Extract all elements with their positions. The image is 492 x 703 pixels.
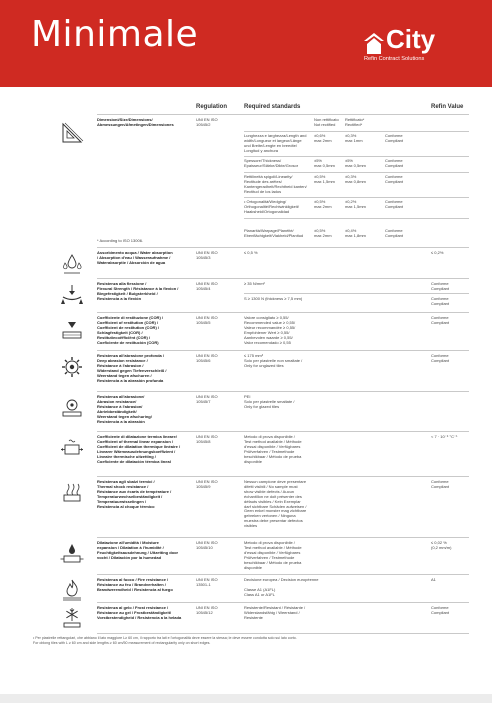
column-standards: Required standards: [244, 104, 301, 110]
logo-mark-icon: [364, 32, 384, 54]
row-refin-value: < 7 · 10⁻⁶ °C⁻¹: [431, 434, 458, 439]
row-standard: Resistente/Resistant / Résistante / Widerstandsfähig / Weerstand / Resistente: [244, 605, 306, 620]
row-divider: [97, 247, 469, 248]
sub-divider: [244, 197, 469, 198]
row-refin-value-2: Conforme Compliant: [431, 296, 450, 306]
row-regulation: UNI EN ISO 10545/4: [196, 281, 218, 291]
row-standard: Metodo di prova disponibile / Test method available / Méthode d'essai disponible / Verfügbares Prüfverfahren / Testmethode beschikbaar / Método de prueba disponible: [244, 434, 302, 464]
thermal-expansion-icon: [60, 436, 84, 460]
row-divider: [97, 476, 469, 477]
row-divider: [97, 537, 469, 538]
sub-value-2: ±5% max 0,5mm: [345, 158, 366, 168]
row-standard: Metodo di prova disponibile / Test method available / Méthode d'essai disponible / Verfügbares Prüfverfahren / Testmethode beschikbaar / Método de prueba disponible: [244, 540, 302, 570]
sub-value-1: ±0,5% max 2mm: [314, 228, 332, 238]
row-title: Resistenza al fuoco / Fire resistance / Résistance au feu / Brandverhalten / Brandwerendheid / Resistencia al fuego: [97, 577, 173, 592]
header-bar: [0, 0, 492, 87]
row-divider: [97, 574, 469, 575]
sub-refin: Conforme Compliant: [385, 133, 404, 143]
sub-divider: [244, 156, 469, 157]
sub-divider: [244, 218, 469, 219]
frost-icon: [60, 606, 84, 630]
row-standard: ≤ 0,5 %: [244, 250, 258, 255]
row-title: Dimensioni/Size/Dimensions/ Abmessungen/Afmetingen/Dimensiones: [97, 117, 174, 127]
brand-logo: [364, 24, 470, 66]
row-refin-value: ≤ 0,02 % (0,2 mm/m): [431, 540, 452, 550]
row-title: Resistenza agli sbalzi termici / Thermal shock resistance / Résistance aux écarts de température / Temperaturwechselbeständigkeit / Temperatuurwisselingen / Resistencia al choque térmico: [97, 479, 172, 509]
sub-refin: Conforme Compliant: [385, 174, 404, 184]
row-divider: [97, 602, 469, 603]
row-regulation: UNI EN ISO 10545/12: [196, 605, 218, 615]
row-refin-value: Conforme Compliant: [431, 315, 450, 325]
sub-text: Lunghezza e larghezza/Length and width/Longueur et largeur/Länge und Breite/Lengte en breedte/ Longitud y anchura: [244, 133, 307, 153]
thermal-shock-icon: [60, 481, 84, 505]
row-refin-value: Conforme Compliant: [431, 281, 450, 291]
sub-value-1: ±0,6% max 2mm: [314, 133, 332, 143]
sub-refin: Conforme Compliant: [385, 199, 404, 209]
row-divider: [97, 431, 469, 432]
row-refin-value: Conforme Compliant: [431, 479, 450, 489]
row-standard: Decisione europea / Decision européenne Classe A1 (A1FL) Class A1 or A1FL: [244, 577, 319, 597]
fire-icon: [60, 578, 84, 602]
footer-note: • Per piastrelle rettangolari, che abbiano il lato maggiore L≥ 60 cm, il rapporto tra lati e l'ortogonalità deve essere la stessa; le deve essere condotta solo sui lato corto.: [33, 636, 297, 640]
sub-divider: [244, 131, 469, 132]
row-divider: [97, 350, 469, 351]
row-regulation: UNI EN ISO 10545/7: [196, 394, 218, 404]
row-regulation: UNI EN ISO 10545/5: [196, 315, 218, 325]
logo-wordmark: City: [386, 24, 436, 54]
row-standard: ≥ 35 N/mm²: [244, 281, 265, 286]
sub-divider: [244, 172, 469, 173]
sub-text: • Ortogonalità/Wedging/ Orthogonalité/Rechtwinkligkeit/ Haaksheid/Ortogonalidad: [244, 199, 299, 214]
row-regulation: UNI EN ISO 10545/2: [196, 117, 218, 127]
row-regulation: UNI EN ISO 10545/8: [196, 434, 218, 444]
row-title: Dilatazione all'umidità / Moisture expansion / Dilatation à l'humidité / Feuchtigkeitsausdehnung / Uitzetting door vocht / Dilatación por la humedad: [97, 540, 179, 560]
footer-bar: [0, 694, 492, 703]
row-divider: [97, 114, 469, 115]
row-standard: ≤ 175 mm³ Solo per piastrelle non smaltate / Only for unglazed tiles: [244, 353, 303, 368]
dimensions-icon: [60, 121, 84, 145]
row-title: Resistenza al gelo / Frost resistance / Résistance au gel / Frostbeständigkeit/ Vorstbestendigheid / Resistencia a la helada: [97, 605, 182, 620]
row-standard: PEI Solo per piastrelle smaltate / Only for glazed tiles: [244, 394, 295, 409]
row-divider: [97, 278, 469, 279]
header-rectified: Rettificato* Rectified*: [345, 117, 365, 127]
row-regulation: UNI EN ISO 10545/10: [196, 540, 218, 550]
row-regulation: UNI EN ISO 10545/6: [196, 353, 218, 363]
row-title: Assorbimento acqua / Water absorption / Absorption d'eau / Wasseraufnahme / Waterabsorptie / Absorción de agua: [97, 250, 173, 265]
page-title: Minimale: [31, 14, 199, 55]
row-standard-2: S ≥ 1300 N (thickness ≥ 7,5 mm): [244, 296, 303, 301]
sub-text: Planarità/Warpage/Planéité/ Ebenflächigkeit/Vlakheid/Planitud: [244, 228, 304, 238]
row-regulation: UNI EN ISO 10545/3: [196, 250, 218, 260]
sub-value-1: ±0,5% max 2mm: [314, 199, 332, 209]
sub-text: Spessore/Thickness/ Epaisseur/Stärke/Dikte/Grosor: [244, 158, 299, 168]
row-title: Resistenza alla flessione / Flexural Strength / Résistance à la flexion / Biegefestigkeit / Buigsterkheid / Resistencia a la flexión: [97, 281, 179, 301]
water-drops-icon: [60, 252, 84, 276]
row-refin-value: Conforme Compliant: [431, 353, 450, 363]
row-title: Coefficiente di dilatazione termica lineare/ Coefficient of thermal linear expansion / Coefficient de dilatation thermique linéaire / Linearer Wärmeausdehnungskoeffizient / Lineaire thermische uitzetting / Coeficiente de dilatación térmica lineal: [97, 434, 181, 464]
friction-icon: [60, 318, 84, 342]
sub-divider: [244, 293, 469, 294]
moisture-expansion-icon: [60, 542, 84, 566]
row-regulation: UNI EN ISO 10545/9: [196, 479, 218, 489]
footer-note: For oblong tiles with L ≥ 60 cm and side lengths ≥ 60 cm/50 measurement of rectangularity only on short edges.: [33, 641, 211, 645]
row-standard: Valore consigliato ≥ 0,55/ Recommended value ≥ 0,55/ Valeur recommandée ≥ 0,55/ Empfohlener Wert ≥ 0,55/ Aanbevolen waarde ≥ 0,55/ Valor recomendado ≥ 0,55: [244, 315, 296, 345]
logo-tagline: Refin Contract Solutions: [364, 56, 425, 62]
sub-value-2: ±0,3% max 1mm: [345, 133, 363, 143]
row-standard: Nessun campione deve presentare difetti visibili / No sample must show visible defects / Aucun échantillon ne doit présenter des défauts visibles / Kein Exemplar darf sichtbare Schäden aufweisen / Geen enkel monster mag zichtbare gebreken vertonen / Ninguna muestra debe presentar defectos visibles: [244, 479, 307, 529]
row-divider: [97, 633, 469, 634]
sub-refin: Conforme Compliant: [385, 158, 404, 168]
row-title: Resistenza all'abrasione profonda / Deep abrasion resistance / Résistance à l'abrasion / Widerstand gegen Tiefenverschleiß / Weerstand tegen afschuren / Resistencia a la abrasión profunda: [97, 353, 167, 383]
sub-text: Rettilineità spigoli/Linearity/ Rectitude des arêtes/ Kantengeradheit/Rechtheid kanten/ Rectitud de los lados: [244, 174, 307, 194]
abrasion-gear-icon: [60, 355, 84, 379]
row-title: Coefficiente di restituzione (COR) / Coefficient of restitution (COR) / Coefficient de restitution (COR) / Schlagfestigkeit (COR) / Restitutiecoëfficiënt (COR) / Coeficiente de restitución (COR): [97, 315, 164, 345]
column-regulation: Regulation: [196, 104, 227, 110]
row-divider: [97, 391, 469, 392]
row-regulation: UNI EN ISO 13501-1: [196, 577, 218, 587]
sub-value-1: ±5% max 0,5mm: [314, 158, 335, 168]
row-refin-value: Conforme Compliant: [431, 605, 450, 615]
bending-arrow-icon: [60, 283, 84, 307]
row-refin-value: A1: [431, 577, 436, 582]
surface-abrasion-icon: [60, 396, 84, 420]
footnote: * According to ISO 13006.: [97, 238, 144, 243]
sub-value-1: ±0,5% max 1,5mm: [314, 174, 335, 184]
column-refin: Refin Value: [431, 104, 464, 110]
row-divider: [97, 312, 469, 313]
sub-value-2: ±0,3% max 0,8mm: [345, 174, 366, 184]
sub-refin: Conforme Compliant: [385, 228, 404, 238]
row-refin-value: ≤ 0,2%: [431, 250, 444, 255]
sub-value-2: ±0,4% max 1,8mm: [345, 228, 366, 238]
row-title: Resistenza all'abrasione/ Abrasion resistance/ Résistance à l'abrasion/ Abriebbeständigkeit/ Weerstand tegen afschuring/ Resistencia a la abrasión: [97, 394, 152, 424]
header-not-rectified: Non rettificato Not rectified: [314, 117, 339, 127]
sub-value-2: ±0,2% max 1,5mm: [345, 199, 366, 209]
